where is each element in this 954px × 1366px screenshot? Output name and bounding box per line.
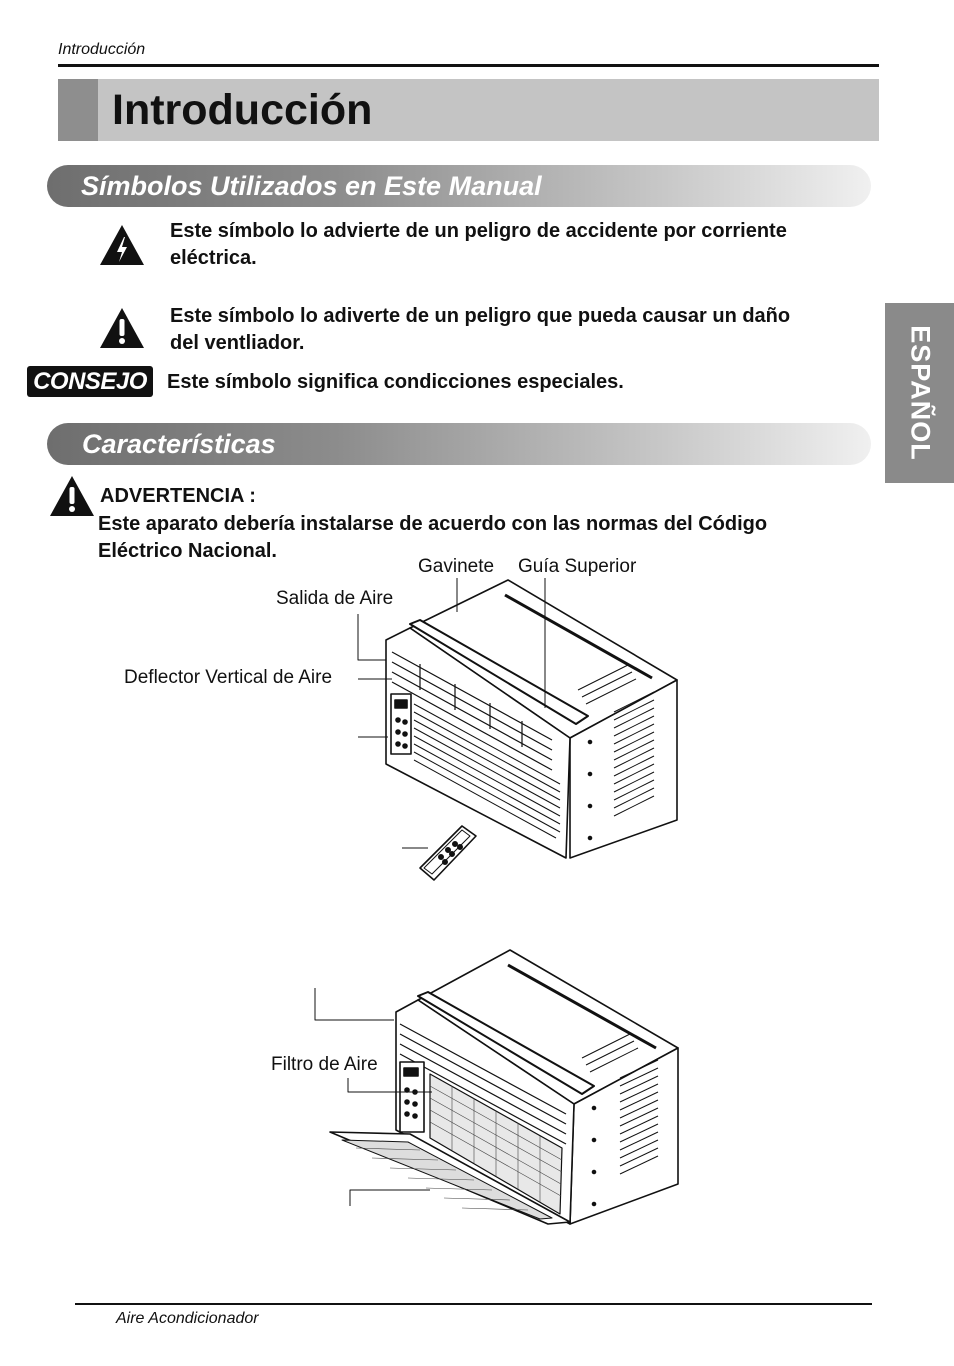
running-header: Introducción xyxy=(58,41,146,58)
symbol-warning-text-1: Este símbolo lo adiverte de un peligro que pueda causar un daño xyxy=(170,305,791,327)
label-top-guide: Guía Superior xyxy=(518,556,637,577)
symbol-consejo-text: Este símbolo significa condicciones especiales. xyxy=(167,371,624,393)
section-symbols-title: Símbolos Utilizados en Este Manual xyxy=(81,171,542,201)
label-air-filter: Filtro de Aire xyxy=(271,1054,378,1075)
language-tab-label: ESPAÑOL xyxy=(905,325,935,461)
symbol-warning-text-2: del ventliador. xyxy=(170,332,305,354)
warning-label: ADVERTENCIA : xyxy=(100,485,256,507)
label-vertical-deflector: Deflector Vertical de Aire xyxy=(124,667,333,688)
remote-control-illustration xyxy=(402,826,476,880)
air-conditioner-filter-illustration xyxy=(315,950,678,1224)
label-air-outlet: Salida de Aire xyxy=(276,588,394,609)
footer-text: Aire Acondicionador xyxy=(116,1310,259,1327)
warning-text-2: Eléctrico Nacional. xyxy=(98,540,277,562)
air-conditioner-front-illustration xyxy=(358,578,677,880)
label-cabinet: Gavinete xyxy=(418,556,495,577)
section-features-title: Características xyxy=(82,429,276,459)
warning-text-1: Este aparato debería instalarse de acuerdo con las normas del Código xyxy=(98,513,768,535)
symbol-electric-text-2: eléctrica. xyxy=(170,247,257,269)
page-title: Introducción xyxy=(112,86,373,134)
footer-rule xyxy=(75,1303,872,1305)
consejo-badge: CONSEJO xyxy=(27,366,153,397)
symbol-electric-text-1: Este símbolo lo advierte de un peligro de accidente por corriente xyxy=(170,220,787,242)
